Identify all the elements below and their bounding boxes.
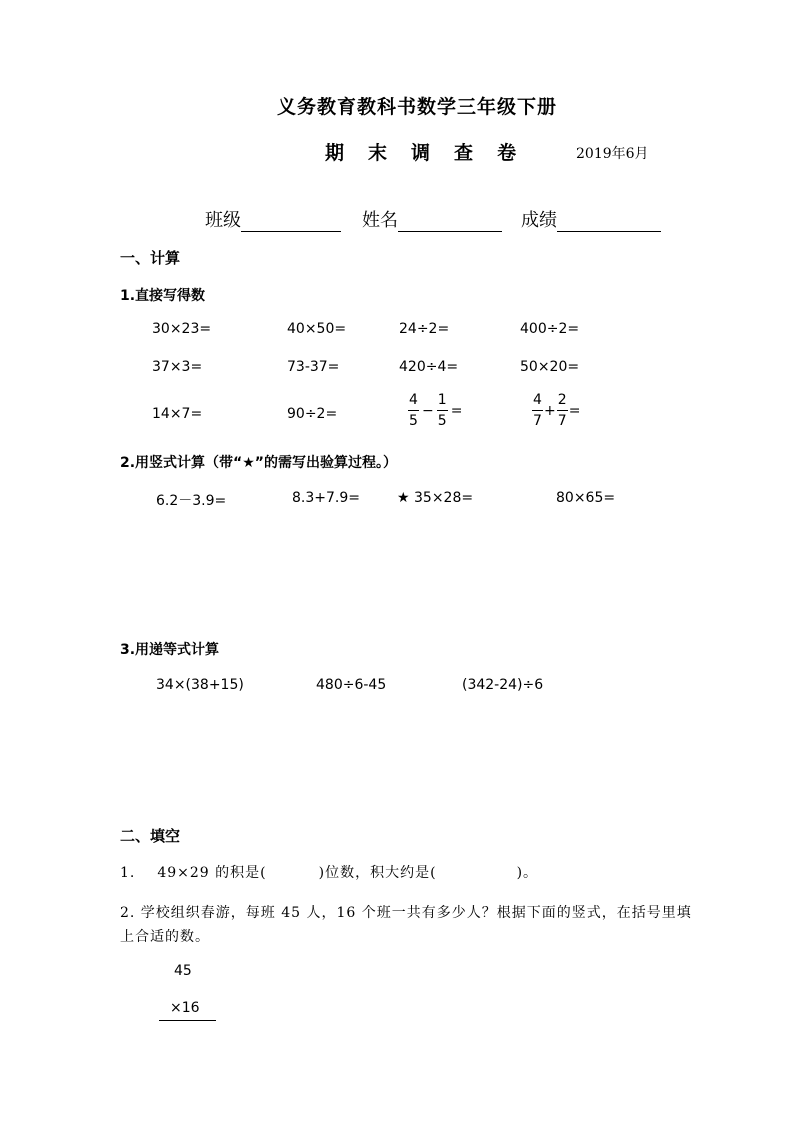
vertical-top-number: 45 xyxy=(174,963,192,979)
name-field[interactable] xyxy=(362,206,502,232)
numerator: 4 xyxy=(409,392,418,408)
numerator: 2 xyxy=(557,392,567,408)
problem: 24÷2= xyxy=(399,321,450,337)
subtitle-char: 调 xyxy=(411,142,431,164)
subtitle-char: 期 xyxy=(325,142,345,164)
numerator: 4 xyxy=(533,392,542,408)
problem: 73-37= xyxy=(287,359,340,375)
problem: 480÷6-45 xyxy=(316,677,387,693)
name-blank[interactable] xyxy=(398,211,502,232)
question-text: )。 xyxy=(516,865,539,881)
problem: 50×20= xyxy=(520,359,580,375)
part3-title: 3.用递等式计算 xyxy=(120,642,220,658)
question-text: 49×29 的积是( xyxy=(157,865,267,881)
operator: − xyxy=(422,402,434,419)
name-label: 姓名 xyxy=(362,210,398,231)
question-2-line1: 2. 学校组织春游，每班 45 人，16 个班一共有多少人？根据下面的竖式，在括号里填 xyxy=(120,905,692,921)
problem: (342-24)÷6 xyxy=(462,677,544,693)
fraction xyxy=(437,393,448,428)
fraction xyxy=(532,393,543,428)
problem: 8.3+7.9= xyxy=(292,490,360,506)
problem: 6.2－3.9= xyxy=(156,493,227,509)
vertical-rule xyxy=(159,1020,216,1021)
paper-subtitle xyxy=(325,138,540,165)
question-number: 1. xyxy=(120,865,136,881)
problem: 420÷4= xyxy=(399,359,459,375)
problem: ★ 35×28= xyxy=(397,490,474,506)
denominator: 7 xyxy=(533,413,542,429)
score-field[interactable] xyxy=(521,206,661,232)
score-blank[interactable] xyxy=(557,211,661,232)
section-calculation-title: 一、计算 xyxy=(120,249,181,267)
question-1 xyxy=(120,862,538,882)
problem: 34×(38+15) xyxy=(156,677,244,693)
problem: 40×50= xyxy=(287,321,347,337)
score-label: 成绩 xyxy=(521,210,557,231)
question-text: )位数，积大约是( xyxy=(318,865,437,881)
problem: 14×7= xyxy=(152,406,203,422)
problem: 30×23= xyxy=(152,321,212,337)
fraction xyxy=(557,393,568,428)
problem: 37×3= xyxy=(152,359,203,375)
paper-title: 义务教育教科书数学三年级下册 xyxy=(276,96,557,118)
problem: 400÷2= xyxy=(520,321,580,337)
denominator: 5 xyxy=(437,413,447,429)
denominator: 7 xyxy=(557,413,567,429)
section-fill-blank-title: 二、填空 xyxy=(120,827,181,845)
problem: 80×65= xyxy=(556,490,616,506)
subtitle-char: 查 xyxy=(454,142,474,164)
class-label: 班级 xyxy=(205,210,241,231)
subtitle-char: 末 xyxy=(368,142,388,164)
subtitle-char: 卷 xyxy=(497,142,517,164)
equals: = xyxy=(450,402,463,419)
fraction xyxy=(408,393,419,428)
class-field[interactable] xyxy=(205,206,341,232)
operator: + xyxy=(544,402,556,419)
fraction-problem xyxy=(532,393,581,428)
question-2-line2: 上合适的数。 xyxy=(120,929,210,945)
class-blank[interactable] xyxy=(241,211,341,232)
exam-date: 2019年6月 xyxy=(576,146,649,162)
fraction-problem xyxy=(408,393,465,428)
vertical-multiplier: ×16 xyxy=(170,1000,200,1016)
part1-title: 1.直接写得数 xyxy=(120,288,206,304)
equals: = xyxy=(568,402,581,419)
numerator: 1 xyxy=(437,392,447,408)
denominator: 5 xyxy=(409,413,418,429)
problem: 90÷2= xyxy=(287,406,338,422)
part2-title: 2.用竖式计算（带“★”的需写出验算过程。） xyxy=(120,455,398,471)
